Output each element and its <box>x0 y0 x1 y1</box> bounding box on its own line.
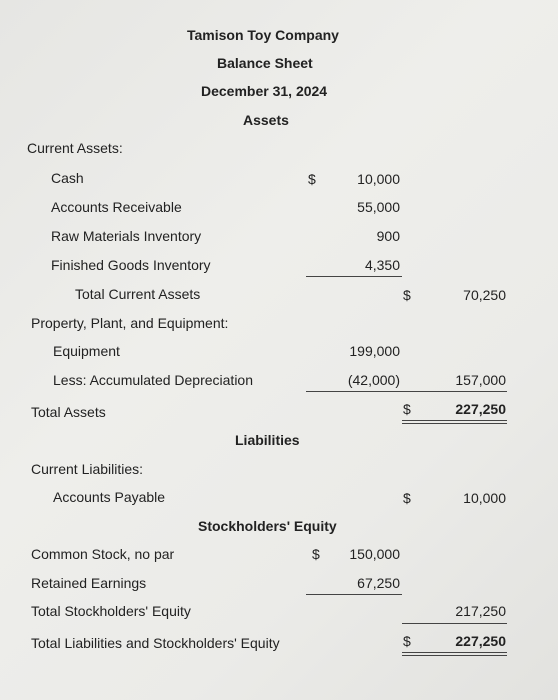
ppe-rule <box>306 391 402 392</box>
accumulated-depreciation-label: Less: Accumulated Depreciation <box>53 372 253 388</box>
accounts-payable-currency: $ <box>403 490 411 506</box>
equity-heading: Stockholders' Equity <box>198 518 337 534</box>
total-assets-label: Total Assets <box>31 404 106 420</box>
statement-date: December 31, 2024 <box>201 83 328 99</box>
cash-currency: $ <box>308 171 316 187</box>
accounts-payable-label: Accounts Payable <box>53 489 166 505</box>
total-equity-label: Total Stockholders' Equity <box>31 603 191 619</box>
equipment-value: 199,000 <box>349 343 400 359</box>
total-assets-value: 227,250 <box>455 401 506 417</box>
retained-earnings-value: 67,250 <box>357 575 400 591</box>
total-le-double-rule-1 <box>402 652 507 653</box>
total-assets-currency: $ <box>403 401 411 417</box>
retained-earnings-label: Retained Earnings <box>31 575 147 591</box>
accounts-payable-value: 10,000 <box>463 490 506 506</box>
total-assets-double-rule-2 <box>402 423 507 424</box>
raw-materials-label: Raw Materials Inventory <box>51 228 202 244</box>
total-liabilities-equity-currency: $ <box>403 633 411 649</box>
common-stock-label: Common Stock, no par <box>31 546 175 562</box>
accounts-receivable-value: 55,000 <box>357 199 400 215</box>
subtotal-rule <box>306 276 402 277</box>
cash-value: 10,000 <box>357 171 400 187</box>
company-name: Tamison Toy Company <box>187 27 339 43</box>
liabilities-heading: Liabilities <box>235 432 300 448</box>
total-liabilities-equity-value: 227,250 <box>455 633 506 649</box>
statement-title: Balance Sheet <box>217 55 313 71</box>
total-current-assets-label: Total Current Assets <box>75 286 201 302</box>
total-equity-rule <box>402 623 507 624</box>
accumulated-depreciation-value: (42,000) <box>347 372 400 388</box>
total-le-double-rule-2 <box>402 655 507 656</box>
total-equity-value: 217,250 <box>455 603 506 619</box>
net-ppe-rule <box>402 391 507 392</box>
total-liabilities-equity-label: Total Liabilities and Stockholders' Equity <box>31 635 280 651</box>
equity-rule <box>306 594 402 595</box>
assets-heading: Assets <box>243 112 289 128</box>
total-assets-double-rule-1 <box>402 420 507 421</box>
common-stock-currency: $ <box>312 546 320 562</box>
cash-label: Cash <box>51 170 84 186</box>
accounts-receivable-label: Accounts Receivable <box>51 199 182 215</box>
total-current-assets-value: 70,250 <box>463 287 506 303</box>
current-liabilities-label: Current Liabilities: <box>31 461 144 477</box>
ppe-label: Property, Plant, and Equipment: <box>31 315 229 331</box>
finished-goods-value: 4,350 <box>364 257 400 273</box>
raw-materials-value: 900 <box>376 228 400 244</box>
common-stock-value: 150,000 <box>349 546 400 562</box>
finished-goods-label: Finished Goods Inventory <box>51 257 211 273</box>
current-assets-label: Current Assets: <box>27 140 123 156</box>
total-current-assets-currency: $ <box>403 287 411 303</box>
equipment-label: Equipment <box>53 343 120 359</box>
net-ppe-value: 157,000 <box>455 372 506 388</box>
